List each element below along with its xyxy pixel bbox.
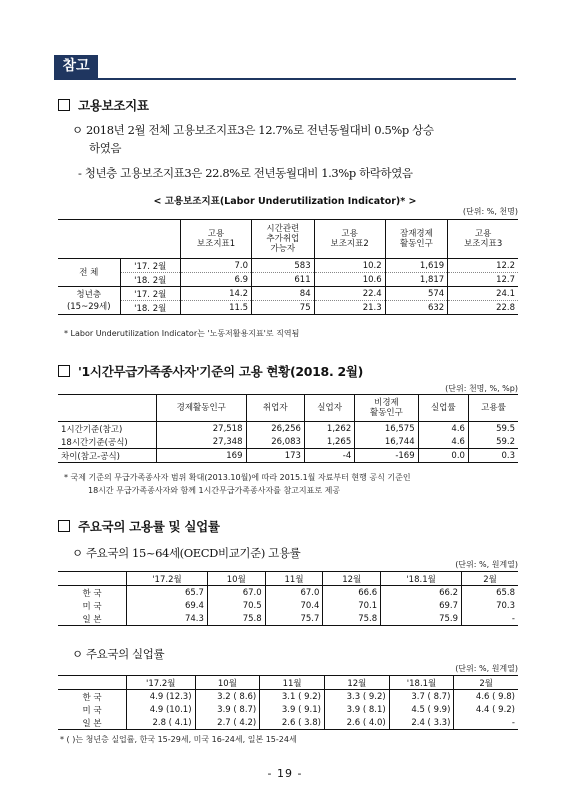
table-row (58, 716, 518, 730)
table-row (58, 612, 518, 626)
table-cell: 22.8 (448, 301, 518, 315)
table-cell: 574 (385, 287, 448, 301)
paragraph-line: - 청년층 고용보조지표3은 22.8%로 전년동월대비 1.3%p 하락하였음 (78, 166, 413, 180)
table-row (58, 435, 518, 449)
table-cell: 169 (157, 449, 247, 463)
table-cell: 4.9 (10.1) (127, 703, 196, 716)
table-cell: 65.8 (462, 586, 518, 600)
table-cell: 3.9 ( 8.1) (324, 703, 389, 716)
table-row (58, 449, 518, 463)
table-header-row (58, 220, 518, 259)
table-cell: 2.4 ( 3.3) (389, 716, 454, 730)
reference-badge: 참고 (54, 55, 98, 78)
table-cell: 11.5 (181, 301, 252, 315)
table-cell: 66.6 (323, 586, 381, 600)
table-cell: 4.4 ( 9.2) (454, 703, 518, 716)
table-caption: < 고용보조지표(Labor Underutilization Indicator)* > (153, 196, 417, 207)
table-cell: 70.4 (265, 599, 323, 612)
header-cell: 12월 (323, 572, 381, 586)
row-group-label: 청년층 (15~29세) (58, 287, 120, 315)
table-row (58, 259, 518, 273)
table-cell: 16,744 (355, 435, 418, 449)
table-cell: 66.2 (381, 586, 462, 600)
header-cell: '17.2월 (127, 572, 208, 586)
header-cell: 경제활동인구 (157, 395, 247, 422)
header-cell: 10월 (195, 676, 260, 690)
header-cell: 취업자 (246, 395, 304, 422)
table-cell: 59.5 (468, 422, 518, 436)
table-cell: 3.2 ( 8.6) (195, 690, 260, 704)
header-cell: 고용률 (468, 395, 518, 422)
subsection-title: ㅇ 주요국의 실업률 (72, 647, 165, 661)
header-cell (58, 395, 157, 422)
table-footnote: * 국제 기준의 무급가족종사자 범위 확대(2013.10월)에 따라 2015.1월 자료부터 현행 공식 기준인 (64, 473, 411, 482)
table-cell: 2.6 ( 4.0) (324, 716, 389, 730)
table-cell: 1,265 (304, 435, 354, 449)
table-header-row (58, 572, 518, 586)
unit-label: (단위: 천명, %, %p) (445, 384, 518, 393)
row-label: 18시간기준(공식) (58, 435, 157, 449)
table-cell: 27,348 (157, 435, 247, 449)
row-label: '17. 2월 (120, 259, 181, 273)
subsection-title: ㅇ 주요국의 15~64세(OECD비교기준) 고용률 (72, 546, 301, 560)
table-row (58, 422, 518, 436)
table-cell: 24.1 (448, 287, 518, 301)
table-footnote: * ( )는 청년층 실업률, 한국 15-29세, 미국 16-24세, 일본 15-24세 (60, 735, 297, 744)
table-cell: 75.9 (381, 612, 462, 626)
table-row (58, 586, 518, 600)
table-cell: 14.2 (181, 287, 252, 301)
table-header-row (58, 395, 518, 422)
table-cell: 2.7 ( 4.2) (195, 716, 260, 730)
header-cell: 2월 (462, 572, 518, 586)
header-cell: 잠재경제 활동인구 (385, 220, 448, 259)
table-cell: 3.7 ( 8.7) (389, 690, 454, 704)
row-label: '18. 2월 (120, 301, 181, 315)
table-cell: 59.2 (468, 435, 518, 449)
row-label: 차이(참고-공식) (61, 451, 120, 462)
row-label: 한 국 (82, 588, 102, 599)
table-cell: 27,518 (157, 422, 247, 436)
header-cell: 고용 보조지표2 (314, 220, 385, 259)
table-row (58, 690, 518, 704)
paragraph-line: ㅇ 2018년 2월 전체 고용보조지표3은 12.7%로 전년동월대비 0.5%p 상승 (72, 123, 434, 137)
header-cell: 12월 (324, 676, 389, 690)
paragraph-line: 하였음 (89, 141, 122, 155)
row-label: 일 본 (82, 614, 102, 625)
table-cell: 70.1 (323, 599, 381, 612)
header-cell: 비경제 활동인구 (355, 395, 418, 422)
page-number: - 19 - (267, 767, 303, 780)
table-cell: 75.8 (323, 612, 381, 626)
table-cell: 69.4 (127, 599, 208, 612)
table-cell: - (454, 716, 518, 730)
table-cell: 2.8 ( 4.1) (127, 716, 196, 730)
table-cell: 1,619 (385, 259, 448, 273)
table-cell: 65.7 (127, 586, 208, 600)
table-header-row (58, 676, 518, 690)
table-cell: 173 (246, 449, 304, 463)
table-cell: 4.5 ( 9.9) (389, 703, 454, 716)
header-cell: '18.1월 (389, 676, 454, 690)
table-cell: 70.5 (207, 599, 265, 612)
table-cell: 74.3 (127, 612, 208, 626)
table-cell: 67.0 (207, 586, 265, 600)
header-cell: '18.1월 (381, 572, 462, 586)
table-cell: - (462, 612, 518, 626)
table-footnote: * Labor Underutilization Indicator는 '노동저활용지표'로 직역됨 (64, 329, 300, 338)
table-cell: -4 (304, 449, 354, 463)
unemployment-rate-table (58, 675, 518, 730)
table-cell: 0.0 (418, 449, 468, 463)
table-cell: 4.6 (418, 435, 468, 449)
table-cell: 16,575 (355, 422, 418, 436)
unit-label: (단위: %, 원계열) (455, 560, 518, 569)
table-row (58, 287, 518, 301)
section-heading-2: '1시간무급가족종사자'기준의 고용 현황(2018. 2월) (58, 362, 363, 380)
table-cell: 75.8 (207, 612, 265, 626)
header-cell: '17.2월 (127, 676, 196, 690)
table-row (58, 273, 518, 287)
header-rule (54, 78, 516, 80)
table-row (58, 599, 518, 612)
table-cell: 2.6 ( 3.8) (260, 716, 325, 730)
employment-status-table (58, 394, 518, 463)
header-cell: 10월 (207, 572, 265, 586)
table-cell: 7.0 (181, 259, 252, 273)
header-cell (58, 572, 127, 586)
labor-underutilization-table (58, 219, 518, 315)
table-cell: 1,817 (385, 273, 448, 287)
table-cell: 611 (252, 273, 315, 287)
table-cell: -169 (355, 449, 418, 463)
table-cell: 583 (252, 259, 315, 273)
table-footnote: 18시간 무급가족종사자와 함께 1시간무급가족종사자를 참고지표로 제공 (88, 486, 341, 495)
table-cell: 26,256 (246, 422, 304, 436)
table-cell: 3.9 ( 8.7) (195, 703, 260, 716)
table-cell: 21.3 (314, 301, 385, 315)
row-label: 미 국 (82, 705, 102, 716)
section-heading-1: 고용보조지표 (58, 96, 149, 114)
table-row (58, 301, 518, 315)
header-cell (58, 220, 120, 259)
header-cell: 시간관련 추가취업 가능자 (252, 220, 315, 259)
table-cell: 3.9 ( 9.1) (260, 703, 325, 716)
header-cell: 11월 (265, 572, 323, 586)
table-cell: 75.7 (265, 612, 323, 626)
header-cell (58, 676, 127, 690)
table-cell: 6.9 (181, 273, 252, 287)
table-cell: 67.0 (265, 586, 323, 600)
header-cell: 고용 보조지표1 (181, 220, 252, 259)
table-cell: 4.6 ( 9.8) (454, 690, 518, 704)
checkbox-square-icon (58, 99, 70, 111)
row-label: 일 본 (82, 718, 102, 729)
row-label: 1시간기준(참고) (61, 424, 123, 435)
unit-label: (단위: %, 천명) (462, 207, 518, 216)
table-cell: 12.7 (448, 273, 518, 287)
row-label: '17. 2월 (120, 287, 181, 301)
row-label: 한 국 (82, 692, 102, 703)
checkbox-square-icon (58, 365, 70, 377)
header-cell: 11월 (260, 676, 325, 690)
table-cell: 10.2 (314, 259, 385, 273)
table-cell: 26,083 (246, 435, 304, 449)
table-cell: 1,262 (304, 422, 354, 436)
header-cell: 고용 보조지표3 (448, 220, 518, 259)
table-cell: 70.3 (462, 599, 518, 612)
row-group-label: 전 체 (58, 259, 120, 287)
table-cell: 3.3 ( 9.2) (324, 690, 389, 704)
header-cell: 실업률 (418, 395, 468, 422)
table-row (58, 703, 518, 716)
table-cell: 0.3 (468, 449, 518, 463)
table-cell: 69.7 (381, 599, 462, 612)
table-cell: 4.6 (418, 422, 468, 436)
header-cell: 2월 (454, 676, 518, 690)
employment-rate-table (58, 571, 518, 626)
row-label: 미 국 (82, 601, 102, 612)
table-cell: 10.6 (314, 273, 385, 287)
table-cell: 12.2 (448, 259, 518, 273)
table-cell: 632 (385, 301, 448, 315)
row-label: '18. 2월 (120, 273, 181, 287)
section-heading-3: 주요국의 고용률 및 실업률 (58, 517, 220, 535)
table-cell: 22.4 (314, 287, 385, 301)
header-cell: 실업자 (304, 395, 354, 422)
table-cell: 4.9 (12.3) (127, 690, 196, 704)
table-cell: 84 (252, 287, 315, 301)
checkbox-square-icon (58, 520, 70, 532)
table-cell: 75 (252, 301, 315, 315)
table-cell: 3.1 ( 9.2) (260, 690, 325, 704)
unit-label: (단위: %, 원계열) (455, 664, 518, 673)
header-cell (120, 220, 181, 259)
